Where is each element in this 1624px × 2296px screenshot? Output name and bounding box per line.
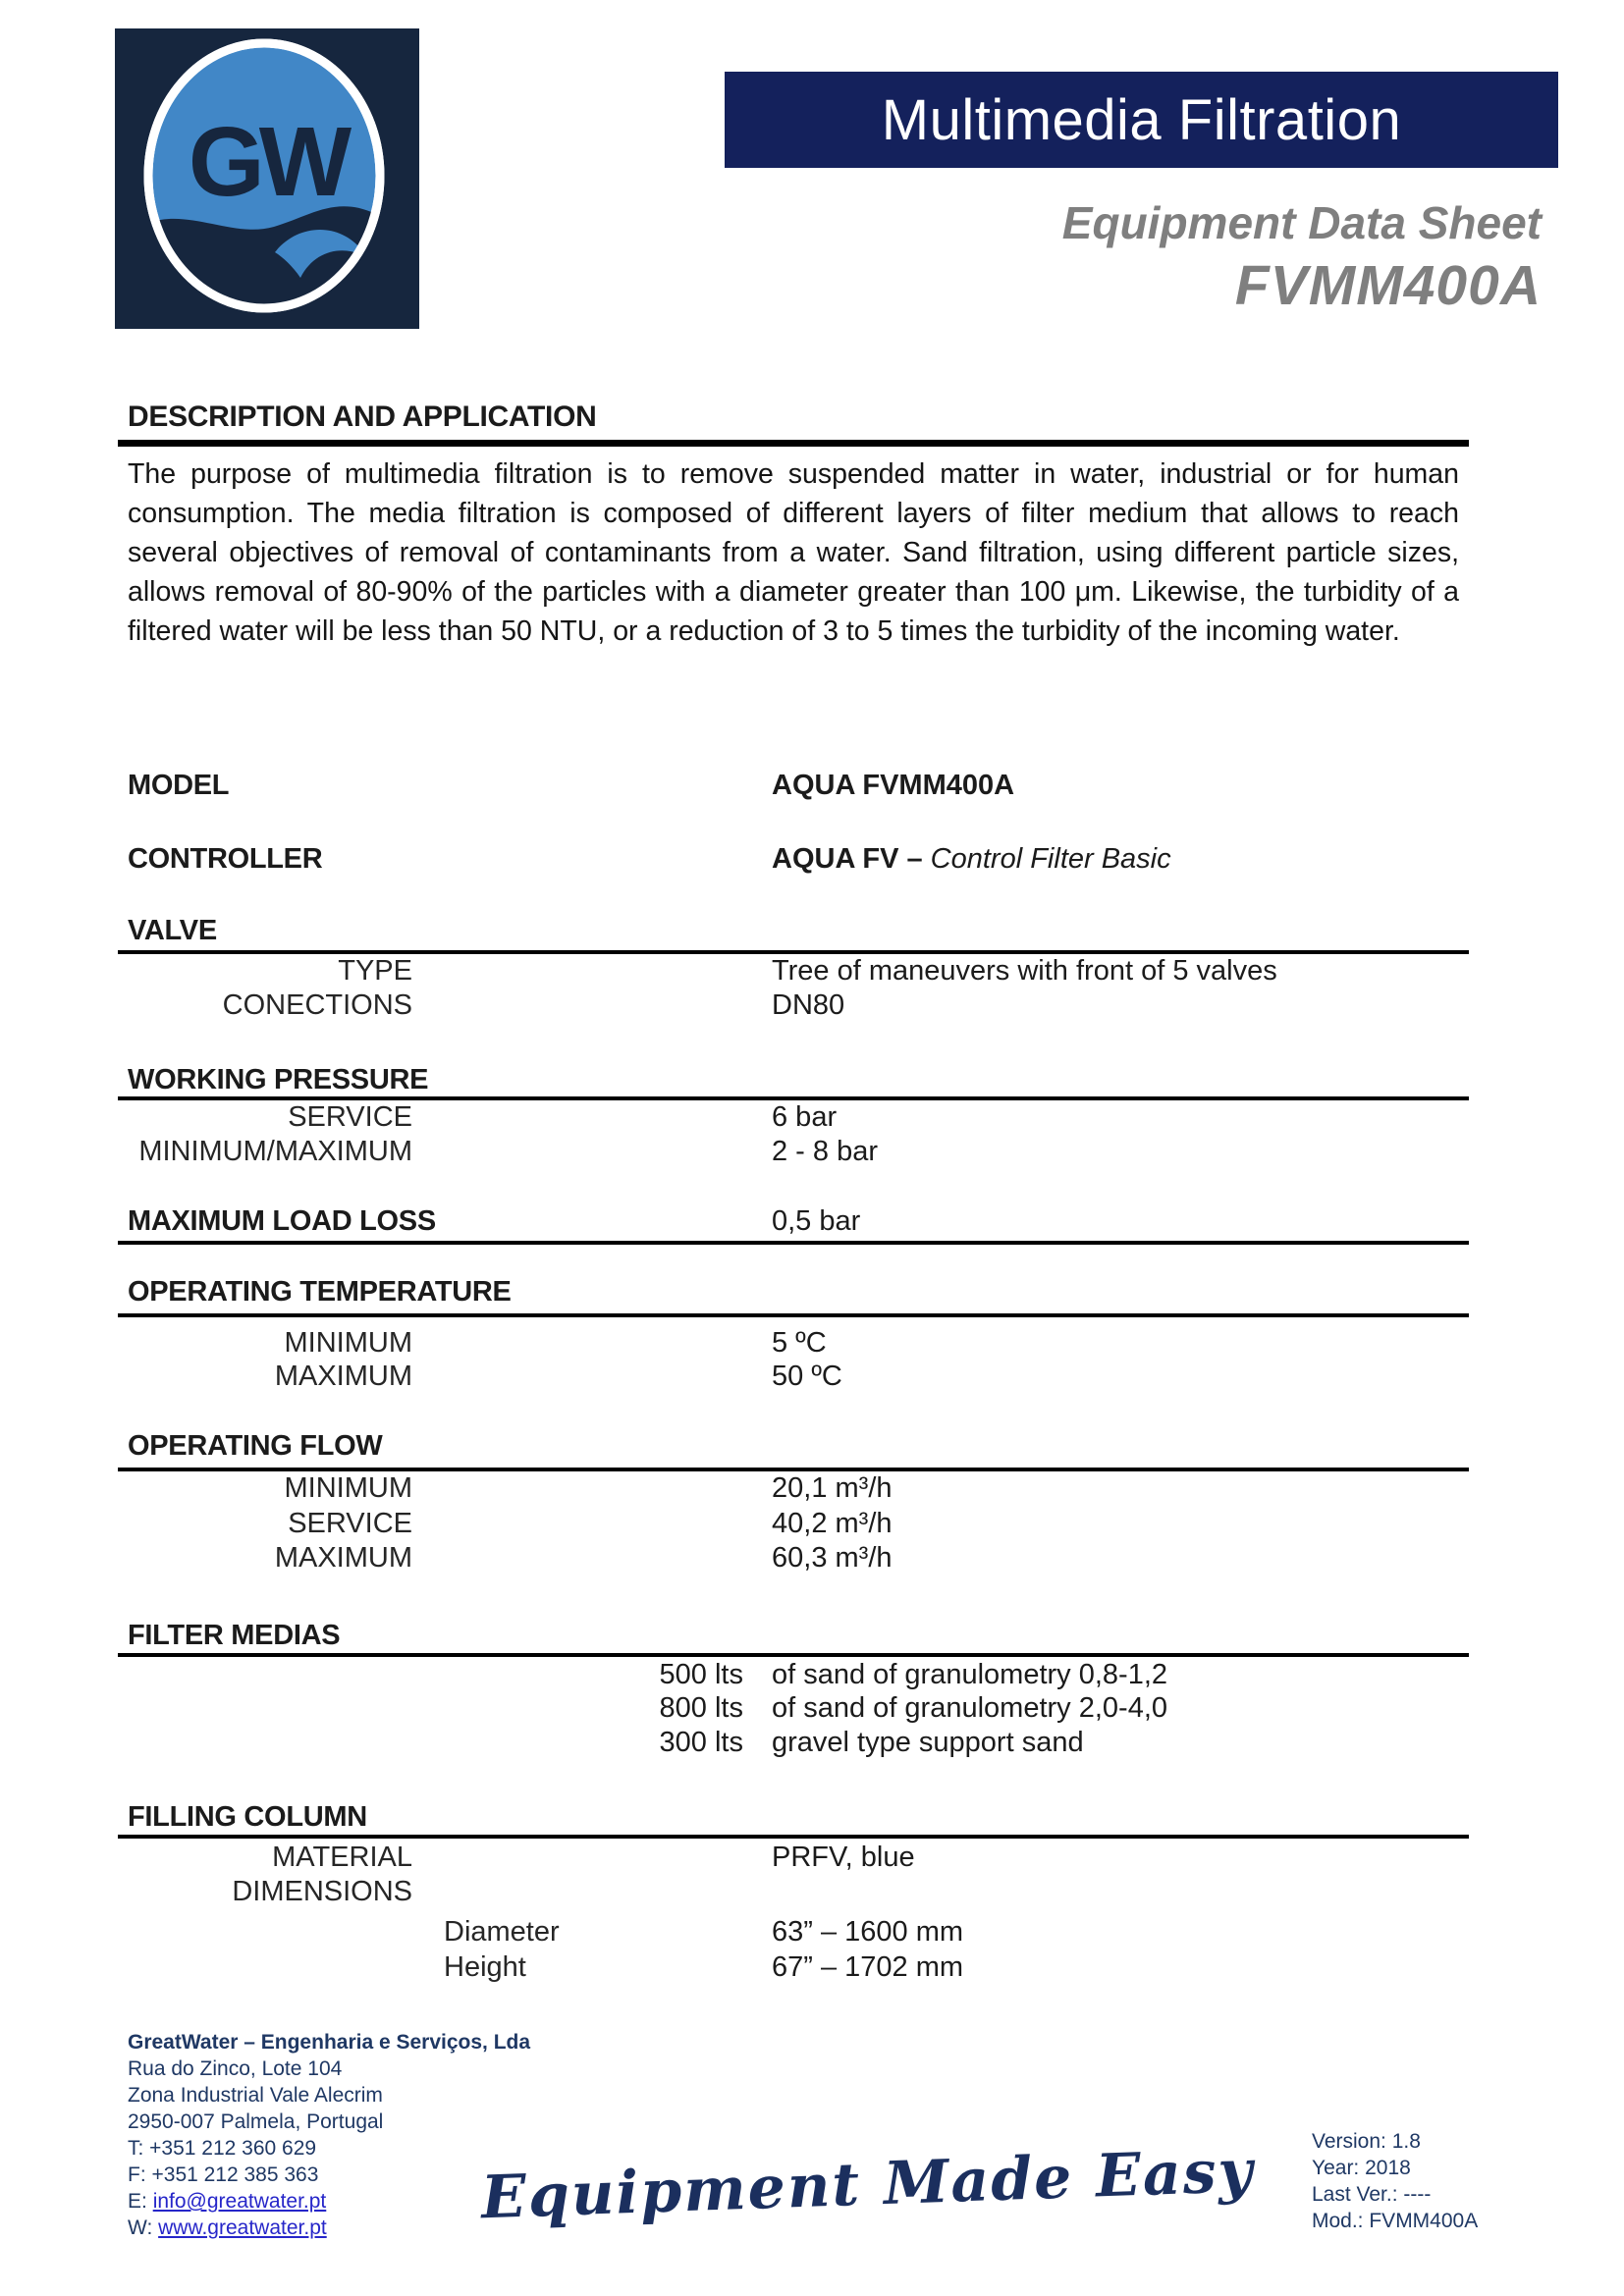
section-operating-temperature — [0, 1276, 1624, 1311]
media-qty: 800 lts — [659, 1692, 743, 1724]
media-qty: 500 lts — [659, 1659, 743, 1690]
title-banner — [725, 72, 1558, 168]
of-service-label: SERVICE — [288, 1508, 412, 1539]
company-address-line: Rua do Zinco, Lote 104 — [128, 2057, 343, 2080]
diameter-label: Diameter — [444, 1916, 560, 1948]
filter-media-row — [0, 1727, 1624, 1762]
section-divider — [118, 1241, 1469, 1245]
type-value: Tree of maneuvers with front of 5 valves — [772, 955, 1277, 987]
filter-medias-heading: FILTER MEDIAS — [128, 1620, 341, 1651]
of-min-value: 20,1 m³/h — [772, 1472, 893, 1504]
wp-minmax-label: MINIMUM/MAXIMUM — [138, 1136, 412, 1167]
material-value: PRFV, blue — [772, 1842, 915, 1873]
company-address-line: Zona Industrial Vale Alecrim — [128, 2084, 383, 2107]
controller-value: AQUA FV – Control Filter Basic — [772, 843, 1171, 875]
spec-row-of-max — [0, 1542, 1624, 1577]
page-title: Multimedia Filtration — [881, 87, 1402, 152]
company-name: GreatWater – Engenharia e Serviços, Lda — [128, 2031, 531, 2054]
spec-row-material — [0, 1842, 1624, 1877]
section-divider — [118, 1313, 1469, 1317]
description-heading: DESCRIPTION AND APPLICATION — [128, 400, 597, 433]
greatwater-logo — [115, 28, 419, 329]
spec-row-dimensions — [0, 1876, 1624, 1911]
max-load-loss-label: MAXIMUM LOAD LOSS — [128, 1205, 436, 1237]
spec-row-model — [0, 770, 1624, 805]
spec-row-max-load-loss — [0, 1205, 1624, 1241]
description-text: The purpose of multimedia filtration is to remove suspended matter in water, industrial or for human consumption. The media filtration is composed of different layers of filter medium that allows to reach several objectives of removal of contaminants from a water. Sand filtration, using different particle sizes, allows removal of 80-90% of the particles with a diameter greater than 100 μm. Likewise, the turbidity of a filtered water will be less than 50 NTU, or a reduction of 3 to 5 times the turbidity of the incoming water. — [128, 458, 1459, 647]
conections-value: DN80 — [772, 989, 845, 1021]
filter-media-row — [0, 1659, 1624, 1694]
of-service-value: 40,2 m³/h — [772, 1508, 893, 1539]
filter-media-row — [0, 1692, 1624, 1728]
spec-row-wp-service — [0, 1101, 1624, 1137]
type-label: TYPE — [338, 955, 412, 987]
of-min-label: MINIMUM — [284, 1472, 412, 1504]
section-operating-flow — [0, 1430, 1624, 1466]
spec-row-wp-minmax — [0, 1136, 1624, 1171]
valve-heading: VALVE — [128, 915, 217, 946]
wp-service-value: 6 bar — [772, 1101, 838, 1133]
section-valve — [0, 915, 1624, 950]
ot-min-value: 5 ºC — [772, 1327, 827, 1359]
controller-value-italic: Control Filter Basic — [930, 843, 1171, 875]
media-desc: gravel type support sand — [772, 1727, 1084, 1758]
version-line: Version: 1.8 — [1312, 2130, 1421, 2153]
media-desc: of sand of granulometry 2,0-4,0 — [772, 1692, 1168, 1724]
section-divider — [118, 1468, 1469, 1471]
height-value: 67” – 1702 mm — [772, 1951, 964, 1983]
year-line: Year: 2018 — [1312, 2157, 1411, 2179]
spec-row-diameter — [0, 1916, 1624, 1951]
section-filling-column — [0, 1801, 1624, 1837]
spec-row-type — [0, 955, 1624, 990]
of-max-label: MAXIMUM — [274, 1542, 412, 1574]
description-divider — [118, 440, 1469, 447]
ot-max-label: MAXIMUM — [274, 1361, 412, 1392]
filling-column-heading: FILLING COLUMN — [128, 1801, 367, 1833]
height-label: Height — [444, 1951, 526, 1983]
website-link[interactable]: www.greatwater.pt — [158, 2216, 327, 2239]
model-label: MODEL — [128, 770, 230, 801]
spec-row-conections — [0, 989, 1624, 1025]
spec-row-controller — [0, 843, 1624, 879]
diameter-value: 63” – 1600 mm — [772, 1916, 964, 1948]
version-info — [1312, 2128, 1478, 2234]
of-max-value: 60,3 m³/h — [772, 1542, 893, 1574]
mod-line: Mod.: FVMM400A — [1312, 2210, 1479, 2232]
max-load-loss-value: 0,5 bar — [772, 1205, 861, 1237]
operating-temperature-heading: OPERATING TEMPERATURE — [128, 1276, 512, 1308]
ot-max-value: 50 ºC — [772, 1361, 842, 1392]
material-label: MATERIAL — [272, 1842, 412, 1873]
section-divider — [118, 950, 1469, 954]
spec-row-height — [0, 1951, 1624, 1987]
company-info — [128, 2029, 530, 2241]
media-qty: 300 lts — [659, 1727, 743, 1758]
spec-row-ot-max — [0, 1361, 1624, 1396]
company-web-line: W: www.greatwater.pt — [128, 2216, 327, 2239]
ot-min-label: MINIMUM — [284, 1327, 412, 1359]
company-address-line: 2950-007 Palmela, Portugal — [128, 2110, 384, 2133]
section-divider — [118, 1835, 1469, 1839]
model-value: AQUA FVMM400A — [772, 770, 1015, 801]
operating-flow-heading: OPERATING FLOW — [128, 1430, 383, 1462]
media-desc: of sand of granulometry 0,8-1,2 — [772, 1659, 1168, 1690]
section-divider — [118, 1096, 1469, 1100]
conections-label: CONECTIONS — [222, 989, 412, 1021]
company-phone: T: +351 212 360 629 — [128, 2137, 317, 2160]
spec-row-ot-min — [0, 1327, 1624, 1362]
spec-row-of-service — [0, 1508, 1624, 1543]
subtitle: Equipment Data Sheet — [1061, 197, 1542, 248]
company-email-line: E: info@greatwater.pt — [128, 2190, 327, 2213]
company-fax: F: +351 212 385 363 — [128, 2163, 319, 2186]
wp-minmax-value: 2 - 8 bar — [772, 1136, 878, 1167]
slogan: Equipment Made Easy — [479, 2136, 1256, 2233]
last-ver-line: Last Ver.: ---- — [1312, 2183, 1432, 2206]
section-filter-medias — [0, 1620, 1624, 1655]
logo-monogram: GW — [188, 107, 347, 217]
controller-label: CONTROLLER — [128, 843, 323, 875]
dimensions-label: DIMENSIONS — [232, 1876, 412, 1907]
section-working-pressure — [0, 1064, 1624, 1099]
model-code: FVMM400A — [1234, 254, 1542, 317]
email-link[interactable]: info@greatwater.pt — [152, 2190, 327, 2213]
section-divider — [118, 1653, 1469, 1657]
working-pressure-heading: WORKING PRESSURE — [128, 1064, 429, 1095]
wp-service-label: SERVICE — [288, 1101, 412, 1133]
spec-row-of-min — [0, 1472, 1624, 1508]
